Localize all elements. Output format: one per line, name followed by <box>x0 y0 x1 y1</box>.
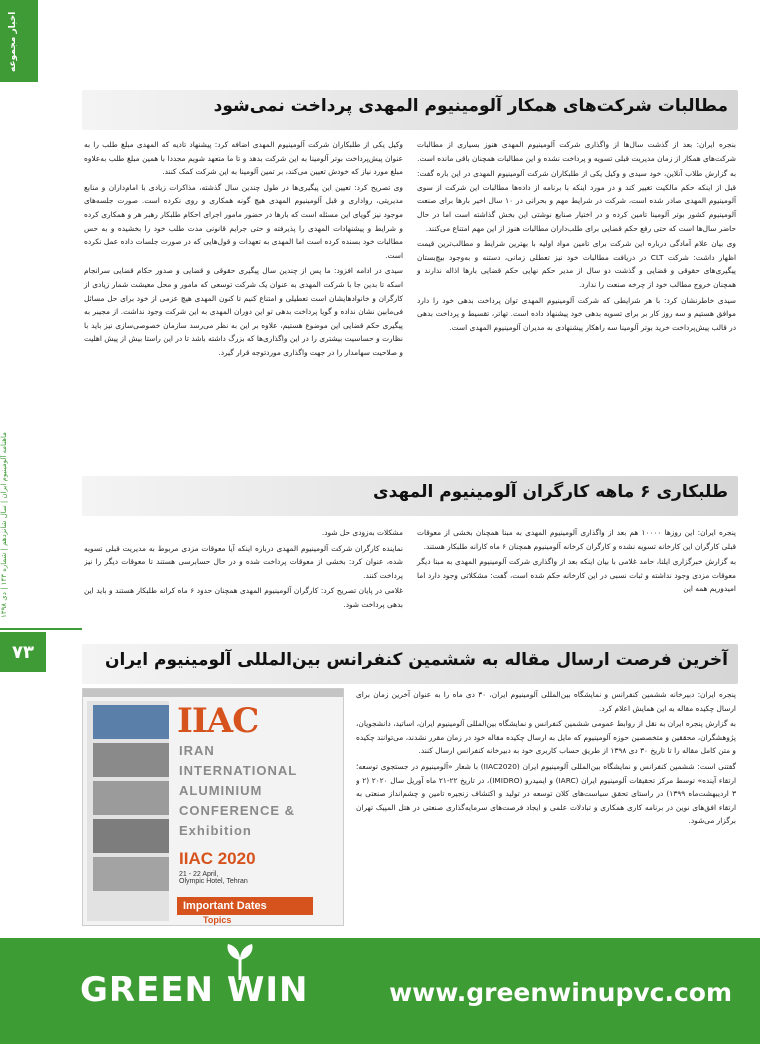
article2-body <box>84 526 736 632</box>
poster-sidebar <box>87 701 169 921</box>
poster-edition: IIAC 2020 <box>179 849 256 868</box>
poster-thumbnail <box>93 857 169 891</box>
article1-right-column <box>417 138 736 470</box>
page-number: ۷۳ <box>0 632 46 672</box>
poster-line: IRAN <box>179 743 215 758</box>
article1-paragraph: وکیل یکی از طلبکاران شرکت آلومینیوم المهدی اضافه کرد: پیشنهاد تادیه که المهدی مبلغ طلب را به عنوان پیش‌پرداخت بوتر آلومینا به این شرکت بدهد و تا ما متعهد شویم مجددا با همین مبلغ طلب به‌علاوه مبلغ مورد نیاز که خودش تعیین می‌کند، بر تمین آلومینا به این شرکت کمک کنند. <box>84 140 403 177</box>
article2-paragraph: به گزارش خبرگزاری ایلنا، حامد غلامی با بیان اینکه بعد از واگذاری شرکت آلومینیوم المهدی به مبنا دیگر معوقات مزدی وجود نداشته و ثبات نسبی در این کارخانه حکم شده است، گفت: مشکلاتی وجود دارد اما امیدوریم همه این <box>417 557 736 594</box>
poster-thumbnail <box>93 819 169 853</box>
poster-content <box>175 701 335 921</box>
article2-paragraph: غلامی در پایان تصریح کرد: کارگران آلومینیوم المهدی همچنان حدود ۶ ماه کرانه طلبکار هستند و باید این بدهی پرداخت شود. <box>84 586 403 609</box>
website-url[interactable]: www.greenwinupvc.com <box>389 978 732 1007</box>
article2-paragraph: پنجره ایران: این روزها ۱۰۰۰۰ هم بعد از واگذاری آلومینیوم المهدی به مبنا همچنان بخشی از معوقات قبلی کارگران این کارخانه تسویه نشده و کارگران کرخانه آلومینیوم همچنان ۶ ماه کارانه طلبکار هستند. <box>417 528 736 551</box>
important-dates-label: Important Dates <box>177 897 313 915</box>
article2-paragraph: مشکلات به‌زودی حل شود. <box>321 528 403 537</box>
poster-line: Exhibition <box>179 823 252 838</box>
poster-thumbnail <box>93 781 169 815</box>
brand-logo: GREEN WIN <box>80 970 309 1010</box>
article2-paragraph: نماینده کارگران شرکت آلومینیوم المهدی درباره اینکه آیا معوقات مزدی مربوط به مدیریت قبلی تسویه شده، عنوان کرد: بخشی از معوقات پرداخت شده و در حال حسابرسی هستند تا معوقات دیگر را نیز پرداخت کنند. <box>84 543 403 580</box>
article1-paragraph: وی بیان علام آمادگی درباره این شرکت برای تامین مواد اولیه با بهترین شرایط و مطالب‌ترین قیمت اظهار داشت: شرکت CLT در دریافت مطالبات خود نیز تعطلی زمانی، دستنه و به‌وجود بیچ‌بستان پیگیری‌های حقوقی و قضایی و گذشت دو سال از مدیر حکم نهایی حکم قضایی بارها اذاله ندارند و همچنان خروج مطالب خود از چرخه صنعت را ندارد. <box>417 239 737 289</box>
advertisement-footer <box>0 938 760 1044</box>
article2-banner <box>82 476 738 516</box>
article1-banner <box>82 90 738 130</box>
article2-left-column <box>84 526 403 632</box>
article1-paragraph: به گزارش طلاب آنلاین، خود سیدی و وکیل یکی از طلبکاران شرکت آلومینیوم المهدی در این باره گفت: قبل از اینکه حکم مالکیت تغییر کند و در مورد اینکه با برنامه از داده‌ها مطالبات این شرکت از سوی آلومینیوم المهدی صادر شده است، شرکت در شرایط مهم و بحرانی در ۱۰ سال اخیر بارها برای صنعت آلومینیوم کشور بوتر آلومینا تامین کرده و در اختیار صنایع نوشتی این بخش گذاشته است اما در حال حاضر سال‌ها است که حتی رفع حکم قضایی برای طلب‌داران مطالبات هنوز از این مهم امتناع می‌کنند. <box>417 169 736 233</box>
poster-date-en: 21 - 22 April, <box>179 871 219 878</box>
issue-info-strip: ماهنامه آلومینیوم ایران | سال شانزدهم | شماره ۱۴۳ | دی ۱۳۹۸ <box>0 432 8 618</box>
poster-thumbnail <box>93 743 169 777</box>
article3-column <box>356 688 736 928</box>
article3-paragraph: به گزارش پنجره ایران به نقل از روابط عمومی ششمین کنفرانس و نمایشگاه بین‌المللی آلومینیوم ایران، اساتید، دانشجویان، پژوهشگران، محققین و متخصصین حوزه آلومینیوم که مایل به ارسال چکیده مقاله خود در زمان مقرر نشدند، می‌توانند چکیده و متن کامل مقاله را تا تاریخ ۳۰ دی ۱۳۹۸ از طریق حساب کاربری خود به دبیرخانه کنفرانس ارسال کنند. <box>356 719 736 756</box>
iiac-logo: IIAC <box>177 701 259 741</box>
article3-paragraph: گفتنی است: ششمین کنفرانس و نمایشگاه بین‌المللی آلومینیوم ایران (IIAC2020) با شعار «آلومینیوم در جستجوی توسعه؛ ارتقاء آینده» توسط مرکز تحقیقات آلومینیوم ایران (IARC) و ایمیدرو (IMIDRO)، در تاریخ ۲۲-۲۱ ماه آوریل سال ۲۰۲۰ (۲ و ۳ اردیبهشت‌ماه ۱۳۹۹) در راستای تحقق سیاست‌های کلان توسعه در تولید و اکتشاف زنجیره تامین و چشم‌انداز صنعتی به ارتقاء افق‌های نوین در برنامه کاری همکاری و تبادلات علمی و ایجاد فرصت‌های سرمایه‌گذاری صنعتی در هتل المپیک تهران برگزار می‌شود. <box>356 761 736 826</box>
poster-line: INTERNATIONAL <box>179 763 298 778</box>
article3-banner <box>82 644 738 684</box>
article2-right-column <box>417 526 736 632</box>
poster-venue-en: Olympic Hotel, Tehran <box>179 878 248 885</box>
poster-line: ALUMINIUM <box>179 783 263 798</box>
article1-paragraph: وی تصریح کرد: تعیین این پیگیری‌ها در طول چندین سال گذشته، مذاکرات زیادی با امام‌داران و منابع مدیریتی، رواداری و قبل آلومینیوم المهدی هیچ گونه همکاری و روی نکرده است. صورت جلسه‌های موجود نیز گویای این مسئله است که بارها در حضور مامور اجرای احکام طلبکار رهبر هر و همکاری کرده و شرایط و پیشنهادات المهدی را پذیرفته و حتی جرایم قانونی مدت طلب خود را بخشیده و به حس مطالبات خود بسنده کرده است اما المهدی به تعهدات و قول‌هایی که در صورت جلسات داده عمل نکرده است. <box>84 182 403 260</box>
article1-paragraph: بنجره ایران: بعد از گذشت سال‌ها از واگذاری شرکت آلومینیوم المهدی هنوز بسیاری از مطالبات شرکت‌های همکار از زمان مدیریت قبلی تسویه و پرداخت نشده و این مطالبات همچنان باقی مانده است. <box>417 140 736 163</box>
article2-title: طلبکاری ۶ ماهه کارگران آلومینیوم المهدی <box>373 482 728 502</box>
section-tab <box>0 0 38 82</box>
article1-title: مطالبات شرکت‌های همکار آلومینیوم المهدی پرداخت نمی‌شود <box>213 96 728 116</box>
article3-paragraph: پنجره ایران: دبیرخانه ششمین کنفرانس و نمایشگاه بین‌المللی آلومینیوم ایران، ۳۰ دی ماه را به عنوان آخرین زمان برای ارسال چکیده مقاله به این همایش اعلام کرد. <box>356 690 736 713</box>
poster-top-bar <box>83 689 343 697</box>
article1-paragraph: سیدی در ادامه افزود: ما پس از چندین سال پیگیری حقوقی و قضایی و صدور حکام قضایی سرانجام اسکه تا بدین جا با شرکت المهدی به عنوان یک شرکت توسعی که مامور و محل معیشت شمار زیادی از کارگران و خانوادهایشان است تعطیلی و امتناع کنیم تا کنون المهدی هیچ عزمی از خود برای حل مسائل فی‌مابین نشان نداده و گویا پرداخت بدهی تو این دوران المهدی به این شرکت وجود نداشت. از مجیبر به پیگیری حکم قضایی این موضوع هستیم، علاوه بر این به نظر می‌رسد سازمان خصوصی‌سازی نیز باید با نظارت و حساسیت بیشتری را در این واگذاری‌ها که بزرگ داشته باشد تا در این راستا بیش از پیش اهلیت و صلاحیت سهامدار را در جهت واگذاری موردتوجه قرار گیرد. <box>84 266 403 357</box>
section-tab-label: اخبار مجموعه <box>8 11 18 73</box>
article1-paragraph: سیدی خاطرنشان کرد: با هر شرایطی که شرکت آلومینیوم المهدی توان پرداخت بدهی خود را دارد موافق هستیم و سه روز کار بر برای تسویه بدهی خود پیشنهاد داده است. تهاتر، تقسیط و پرداخت بدهی در قالب پیش‌پرداخت خرید بوتر آلومینا سه راهکار پیشنهادی به مدیران آلومینیوم المهدی است. <box>417 295 736 332</box>
article1-body <box>84 138 736 470</box>
article3-body <box>356 688 736 928</box>
poster-line: CONFERENCE & <box>179 803 296 818</box>
poster-thumbnail <box>93 705 169 739</box>
poster-topics: Topics <box>203 915 232 925</box>
conference-poster <box>82 688 344 926</box>
article1-left-column <box>84 138 403 470</box>
article3-title: آخرین فرصت ارسال مقاله به ششمین کنفرانس بین‌المللی آلومینیوم ایران <box>104 650 728 670</box>
divider-line <box>0 628 82 630</box>
poster-date <box>179 871 248 885</box>
